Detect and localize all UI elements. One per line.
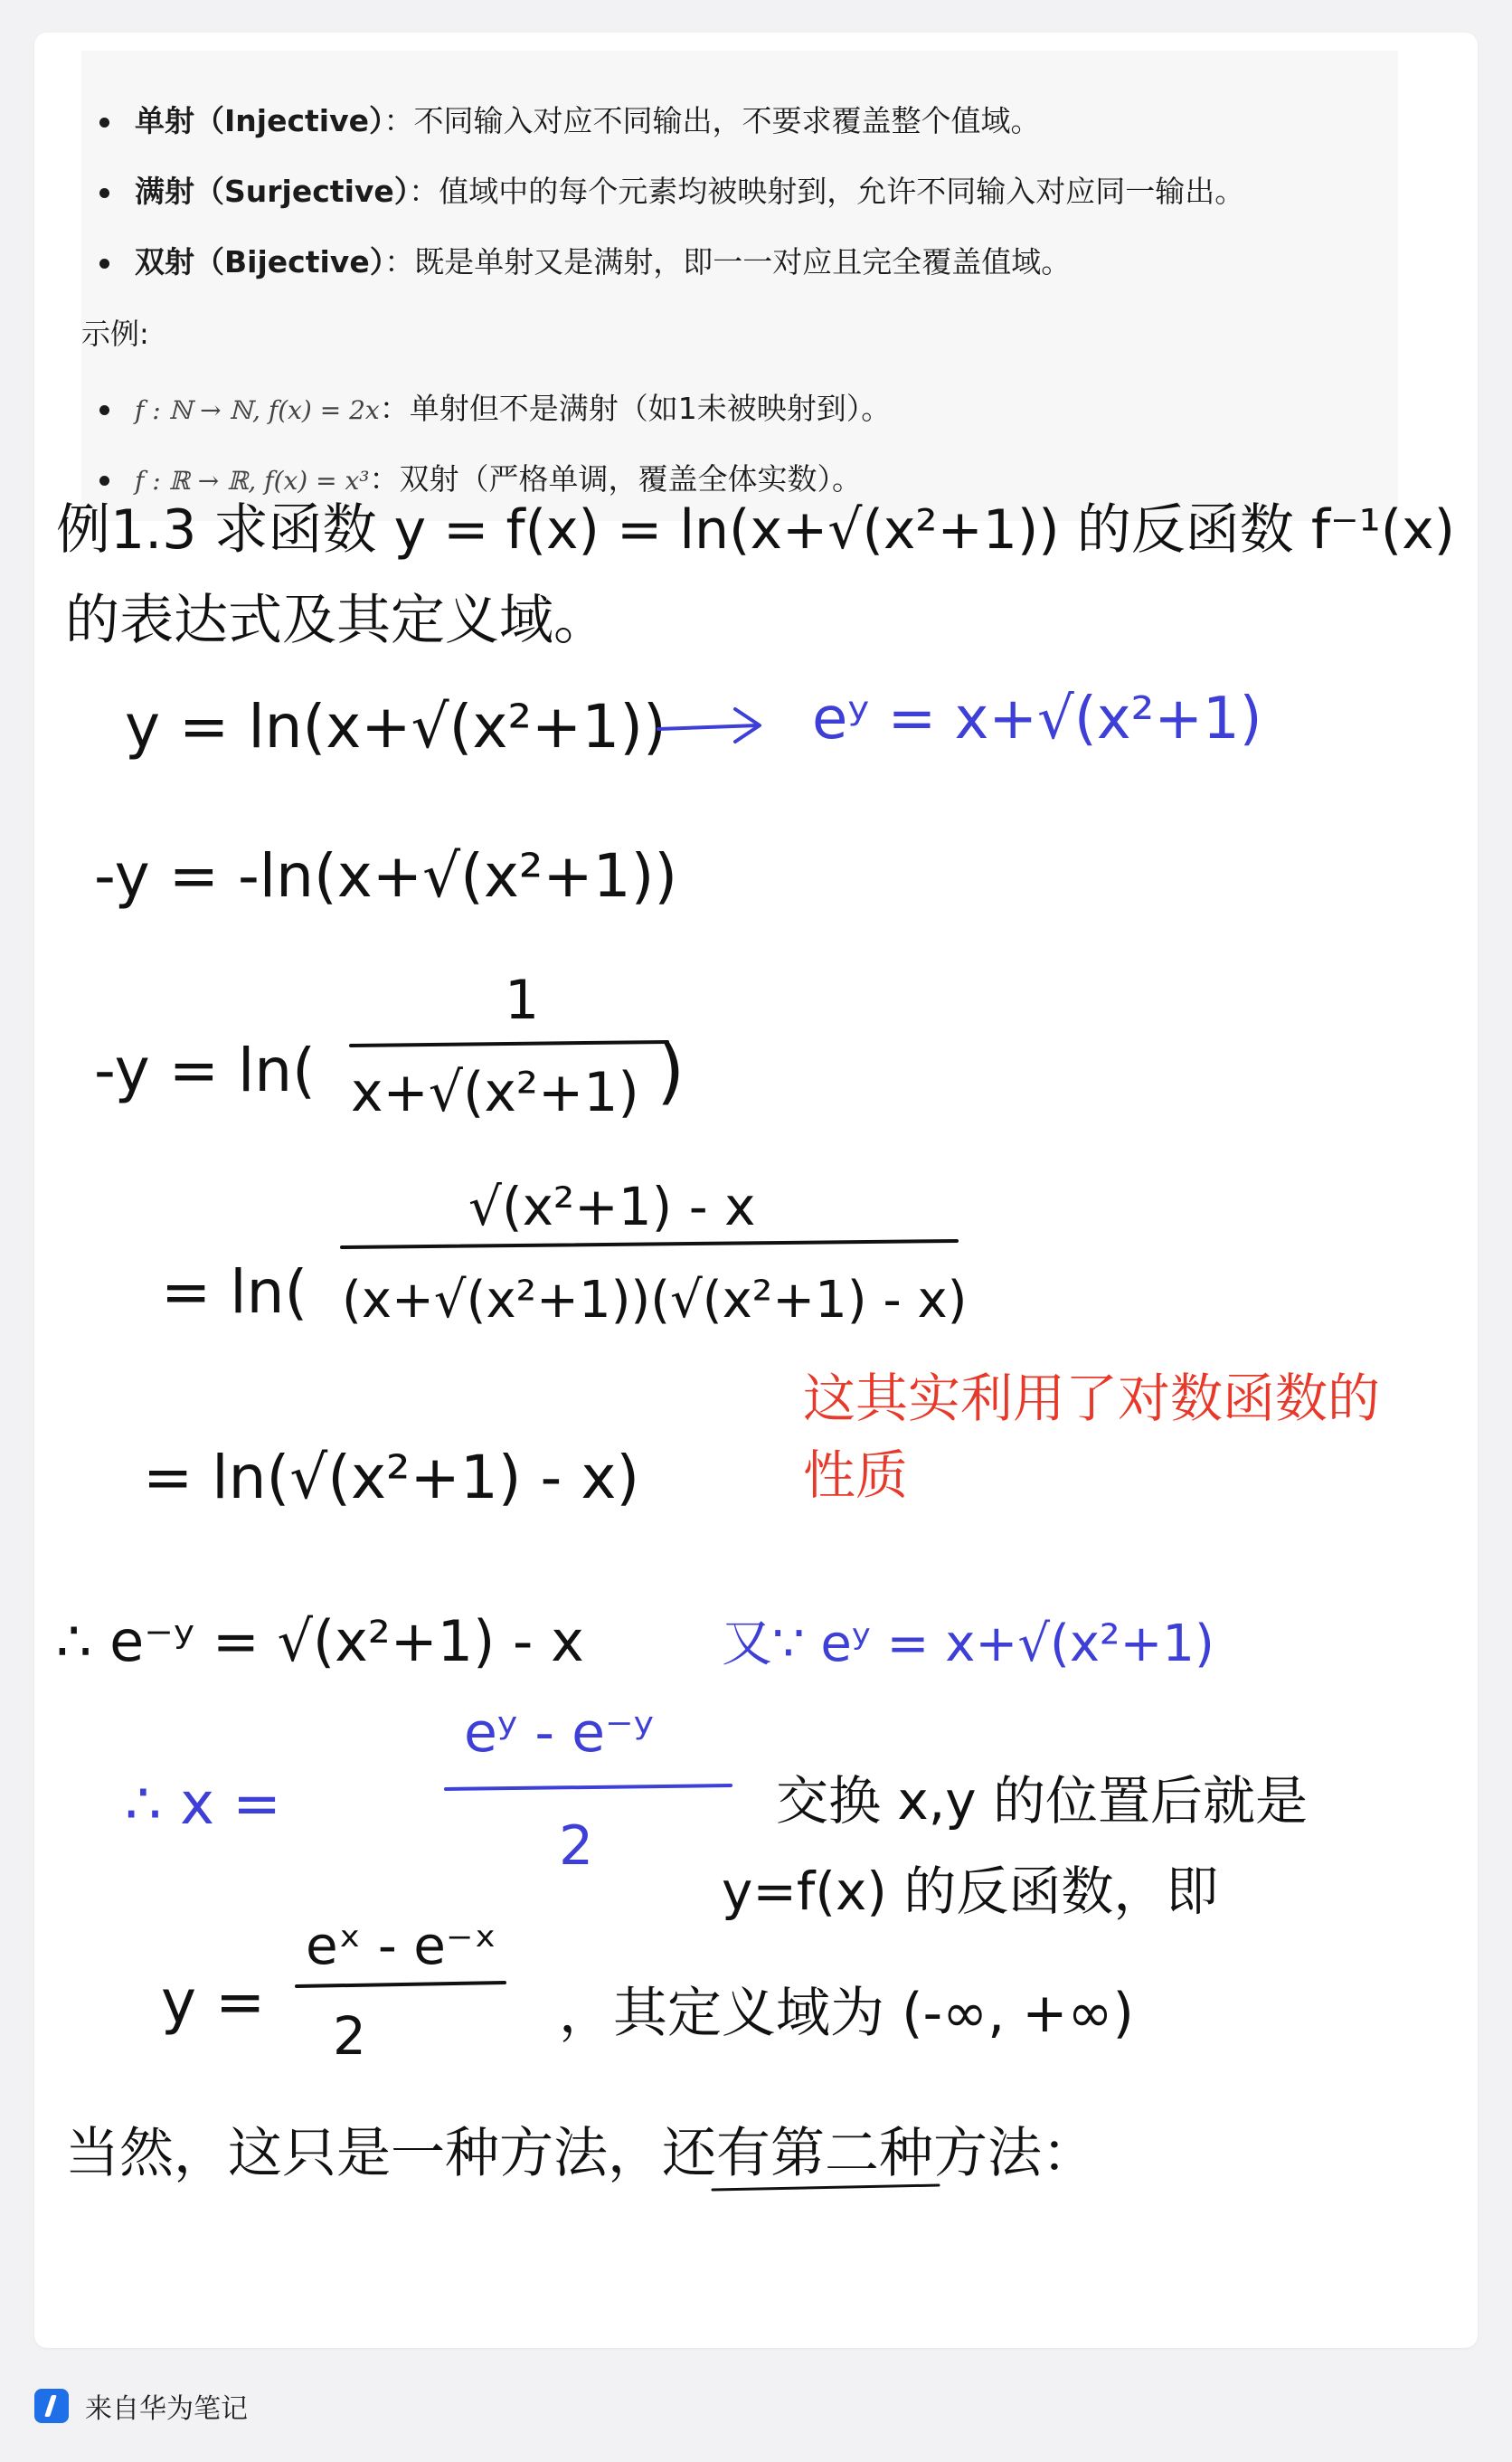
ink-red-layer — [803, 1368, 1380, 1506]
step-4-denominator: (x+√(x²+1))(√(x²+1) - x) — [342, 1271, 968, 1330]
term-label: 单射（Injective） — [135, 103, 384, 138]
example-formula: f : ℝ → ℝ, f(x) = x³ — [135, 466, 370, 496]
step-6-equation: ∴ e⁻ʸ = √(x²+1) - x — [56, 1608, 584, 1674]
result-prefix: y = — [161, 1967, 266, 2037]
fraction-bar — [446, 1785, 731, 1789]
step-4-prefix: = ln( — [161, 1257, 308, 1327]
step-3-denominator: x+√(x²+1) — [351, 1061, 639, 1124]
swap-line-1: 交换 x,y 的位置后就是 — [776, 1770, 1308, 1832]
handwriting-canvas — [34, 33, 1478, 2348]
problem-line-2: 的表达式及其定义域。 — [65, 589, 608, 652]
term-label: 双射（Bijective） — [135, 244, 385, 279]
underline-stroke — [713, 2185, 939, 2190]
source-footer — [34, 2379, 248, 2433]
step-6-reference: 又∵ eʸ = x+√(x²+1) — [722, 1615, 1214, 1673]
step-7-prefix: ∴ x = — [125, 1771, 281, 1838]
domain-text: ，其定义域为 (-∞, +∞) — [559, 1982, 1134, 2045]
step-3-prefix: -y = ln( — [94, 1036, 316, 1105]
notes-app-icon — [34, 2389, 69, 2423]
separator: ： — [409, 174, 439, 209]
close-paren: ) — [657, 1028, 685, 1113]
step-5-equation: = ln(√(x²+1) - x) — [143, 1443, 640, 1512]
result-denominator: 2 — [333, 2005, 366, 2067]
separator: ： — [383, 103, 414, 138]
step-2-equation: -y = -ln(x+√(x²+1)) — [94, 841, 678, 911]
problem-line-1: 例1.3 求函数 y = f(x) = ln(x+√(x²+1)) 的反函数 f⁻¹(x) — [56, 498, 1456, 562]
step-1-rewrite: eʸ = x+√(x²+1) — [812, 686, 1262, 753]
examples-heading: 示例: — [81, 317, 149, 351]
red-note-line-2: 性质 — [803, 1444, 909, 1506]
step-4-numerator: √(x²+1) - x — [468, 1176, 756, 1237]
swap-line-2: y=f(x) 的反函数，即 — [722, 1861, 1219, 1922]
example-description: ：双射（严格单调，覆盖全体实数）。 — [369, 461, 862, 497]
step-7-numerator: eʸ - e⁻ʸ — [464, 1701, 654, 1765]
right-arrow-stroke — [658, 725, 758, 729]
step-3-numerator: 1 — [505, 969, 540, 1032]
example-description: ：单射但不是满射（如1未被映射到）。 — [379, 391, 892, 426]
step-1-equation: y = ln(x+√(x²+1)) — [125, 692, 666, 762]
term-description: 不同输入对应不同输出，不要求覆盖整个值域。 — [413, 103, 1041, 138]
fraction-bar — [297, 1983, 505, 1986]
note-page — [34, 33, 1478, 2348]
closing-line: 当然，这只是一种方法，还有第二种方法： — [65, 2122, 1096, 2185]
source-label: 来自华为笔记 — [85, 2393, 248, 2425]
separator: ： — [384, 244, 415, 279]
fraction-bar — [342, 1241, 957, 1247]
term-description: 值域中的每个元素均被映射到，允许不同输入对应同一输出。 — [439, 174, 1245, 209]
result-numerator: eˣ - e⁻ˣ — [306, 1915, 497, 1976]
example-formula: f : ℕ → ℕ, f(x) = 2x — [135, 395, 380, 425]
term-label: 满射（Surjective） — [135, 174, 410, 209]
term-description: 既是单射又是满射，即一一对应且完全覆盖值域。 — [414, 244, 1072, 279]
red-note-line-1: 这其实利用了对数函数的 — [803, 1368, 1381, 1429]
fraction-bar — [351, 1042, 667, 1046]
step-7-denominator: 2 — [559, 1814, 594, 1878]
